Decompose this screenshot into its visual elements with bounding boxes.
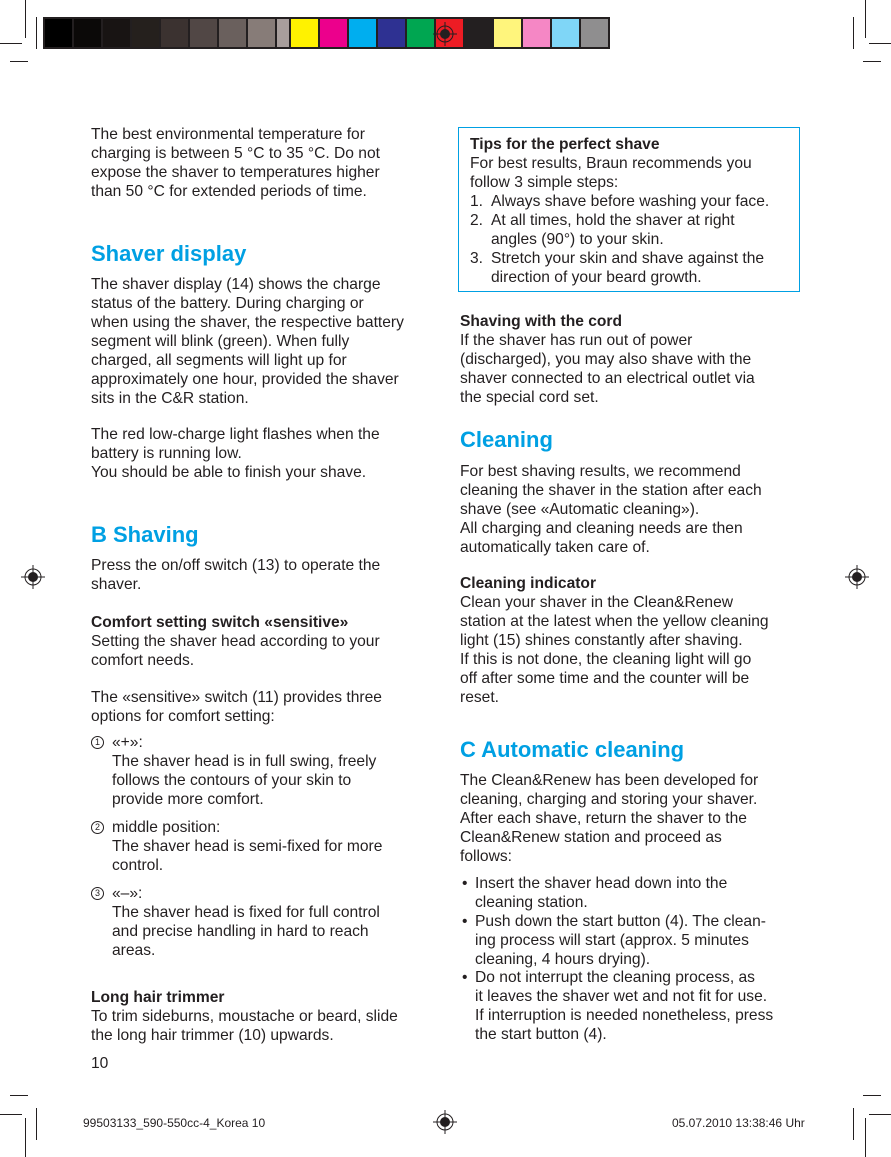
text-line: reset. [460,689,499,706]
list-marker: 2. [470,212,484,229]
text-line: automatically taken care of. [460,539,650,556]
list-item [475,912,766,969]
shaver-display-heading: Shaver display [91,241,247,266]
text-line: segment will blink (green). When fully [91,333,350,350]
text-line: follows the contours of your skin to [112,772,352,789]
registration-mark-icon [433,1110,457,1134]
text-line: The «sensitive» switch (11) provides three [91,689,382,706]
crop-mark [869,43,891,44]
text-line: Clean your shaver in the Clean&Renew [460,594,734,611]
list-marker: • [462,875,468,892]
crop-mark [36,1108,37,1140]
long-hair-trimmer-paragraph [91,1007,398,1045]
color-swatch [523,19,550,47]
sensitive-switch-paragraph [91,688,382,726]
cleaning-heading: Cleaning [460,427,553,452]
text-line: To trim sideburns, moustache or beard, slide [91,1008,398,1025]
tips-intro [470,154,752,192]
crop-mark [863,1095,881,1096]
crop-mark [863,61,881,62]
color-swatch [407,19,434,47]
text-line: battery is running low. [91,445,242,462]
text-line: and precise handling in hard to reach [112,923,369,940]
footer-job-id: 99503133_590-550cc-4_Korea 10 [83,1116,266,1130]
text-line: charged, all segments will light up for [91,352,347,369]
text-line: If the shaver has run out of power [460,332,693,349]
text-line: ing process will start (approx. 5 minutes [475,932,749,949]
shaver-display-paragraph [91,275,404,408]
text-line: At all times, hold the shaver at right [491,212,735,229]
color-swatch [465,19,492,47]
text-line: Always shave before washing your face. [491,193,770,210]
text-line: station at the latest when the yellow cleaning [460,613,769,630]
text-line: Insert the shaver head down into the [475,875,728,892]
text-line: the start button (4). [475,1026,607,1043]
text-line: If interruption is needed nonetheless, press [475,1007,774,1024]
crop-mark [865,0,866,38]
text-line: «–»: [112,885,143,902]
text-line: approximately one hour, provided the shaver [91,371,399,388]
crop-mark [0,1114,22,1115]
text-line: areas. [112,942,156,959]
text-line: follow 3 simple steps: [470,174,619,191]
automatic-cleaning-paragraph [460,771,758,866]
cleaning-indicator-title: Cleaning indicator [460,575,597,592]
text-line: the special cord set. [460,389,599,406]
shaving-heading: B Shaving [91,522,199,547]
text-line: status of the battery. During charging or [91,295,364,312]
color-swatch [45,19,72,47]
crop-mark [10,1095,28,1096]
crop-mark [865,1118,866,1157]
cleaning-paragraph [460,462,762,557]
text-line: options for comfort setting: [91,708,275,725]
color-swatch [494,19,521,47]
registration-mark-icon [845,565,869,589]
text-line: For best results, Braun recommends you [470,155,752,172]
color-swatch [291,19,318,47]
text-line: After each shave, return the shaver to the [460,810,747,827]
color-swatch [132,19,159,47]
text-line: than 50 °C for extended periods of time. [91,183,367,200]
color-swatch [552,19,579,47]
list-marker: • [462,969,468,986]
crop-mark [853,1108,854,1140]
text-line: angles (90°) to your skin. [491,231,664,248]
text-line: expose the shaver to temperatures higher [91,164,380,181]
list-item [112,818,382,875]
long-hair-trimmer-title: Long hair trimmer [91,989,225,1006]
comfort-setting-paragraph [91,632,380,670]
text-line: control. [112,857,164,874]
list-item [491,192,769,211]
text-line: it leaves the shaver wet and not fit for use. [475,988,768,1005]
text-line: cleaning station. [475,894,588,911]
text-line: If this is not done, the cleaning light will go [460,651,752,668]
crop-mark [10,61,28,62]
color-swatch [161,19,188,47]
tips-title: Tips for the perfect shave [470,136,660,153]
text-line: middle position: [112,819,221,836]
list-item [475,874,727,912]
option-number-icon: 2 [91,821,104,834]
crop-mark [0,43,22,44]
text-line: cleaning, 4 hours drying). [475,951,651,968]
text-line: The Clean&Renew has been developed for [460,772,759,789]
text-line: The shaver display (14) shows the charge [91,276,381,293]
cleaning-indicator-paragraph [460,593,769,707]
text-line: provide more comfort. [112,791,264,808]
text-line: when using the shaver, the respective battery [91,314,404,331]
color-swatch [103,19,130,47]
text-line: charging is between 5 °C to 35 °C. Do not [91,145,380,162]
text-line: For best shaving results, we recommend [460,463,741,480]
comfort-setting-title: Comfort setting switch «sensitive» [91,614,349,631]
text-line: You should be able to finish your shave. [91,464,367,481]
text-line: Clean&Renew station and proceed as [460,829,722,846]
text-line: shaver. [91,576,142,593]
color-swatch [219,19,246,47]
list-marker: 3. [470,250,484,267]
page-number: 10 [91,1055,109,1072]
registration-mark-icon [21,565,45,589]
text-line: Press the on/off switch (13) to operate the [91,557,381,574]
color-swatch [248,19,275,47]
text-line: The shaver head is semi-fixed for more [112,838,383,855]
text-line: light (15) shines constantly after shaving. [460,632,743,649]
crop-mark [25,0,26,38]
on-off-paragraph [91,556,380,594]
text-line: comfort needs. [91,652,195,669]
text-line: «+»: [112,734,143,751]
text-line: shave (see «Automatic cleaning»). [460,501,700,518]
text-line: follows: [460,848,512,865]
color-swatch [320,19,347,47]
color-swatch [349,19,376,47]
text-line: All charging and cleaning needs are then [460,520,743,537]
crop-mark [853,17,854,49]
color-swatch [581,19,608,47]
crop-mark [36,17,37,49]
text-line: Stretch your skin and shave against the [491,250,765,267]
shaving-with-cord-paragraph [460,331,755,407]
text-line: sits in the C&R station. [91,390,249,407]
text-line: direction of your beard growth. [491,269,702,286]
text-line: Push down the start button (4). The clean- [475,913,766,930]
text-line: shaver connected to an electrical outlet via [460,370,755,387]
list-item [112,733,376,809]
list-item [491,249,764,287]
list-item [475,968,773,1044]
text-line: Setting the shaver head according to your [91,633,380,650]
shaving-with-cord-title: Shaving with the cord [460,313,623,330]
list-marker: 1. [470,193,484,210]
color-swatch [378,19,405,47]
text-line: Do not interrupt the cleaning process, as [475,969,755,986]
automatic-cleaning-heading: C Automatic cleaning [460,737,685,762]
text-line: cleaning, charging and storing your shaver. [460,791,758,808]
text-line: The shaver head is in full swing, freely [112,753,377,770]
text-line: The shaver head is fixed for full control [112,904,380,921]
list-marker: • [462,913,468,930]
text-line: cleaning the shaver in the station after each [460,482,762,499]
low-charge-paragraph [91,425,380,482]
text-line: the long hair trimmer (10) upwards. [91,1027,334,1044]
charging-temperature-paragraph [91,125,380,201]
crop-mark [25,1118,26,1157]
text-line: (discharged), you may also shave with the [460,351,752,368]
option-number-icon: 1 [91,736,104,749]
text-line: The red low-charge light flashes when the [91,426,380,443]
list-item [112,884,380,960]
footer-timestamp: 05.07.2010 13:38:46 Uhr [672,1116,805,1130]
color-swatch [74,19,101,47]
color-swatch [190,19,217,47]
crop-mark [869,1114,891,1115]
text-line: The best environmental temperature for [91,126,365,143]
list-item [491,211,735,249]
registration-mark-icon [433,22,457,46]
option-number-icon: 3 [91,887,104,900]
text-line: off after some time and the counter will be [460,670,750,687]
